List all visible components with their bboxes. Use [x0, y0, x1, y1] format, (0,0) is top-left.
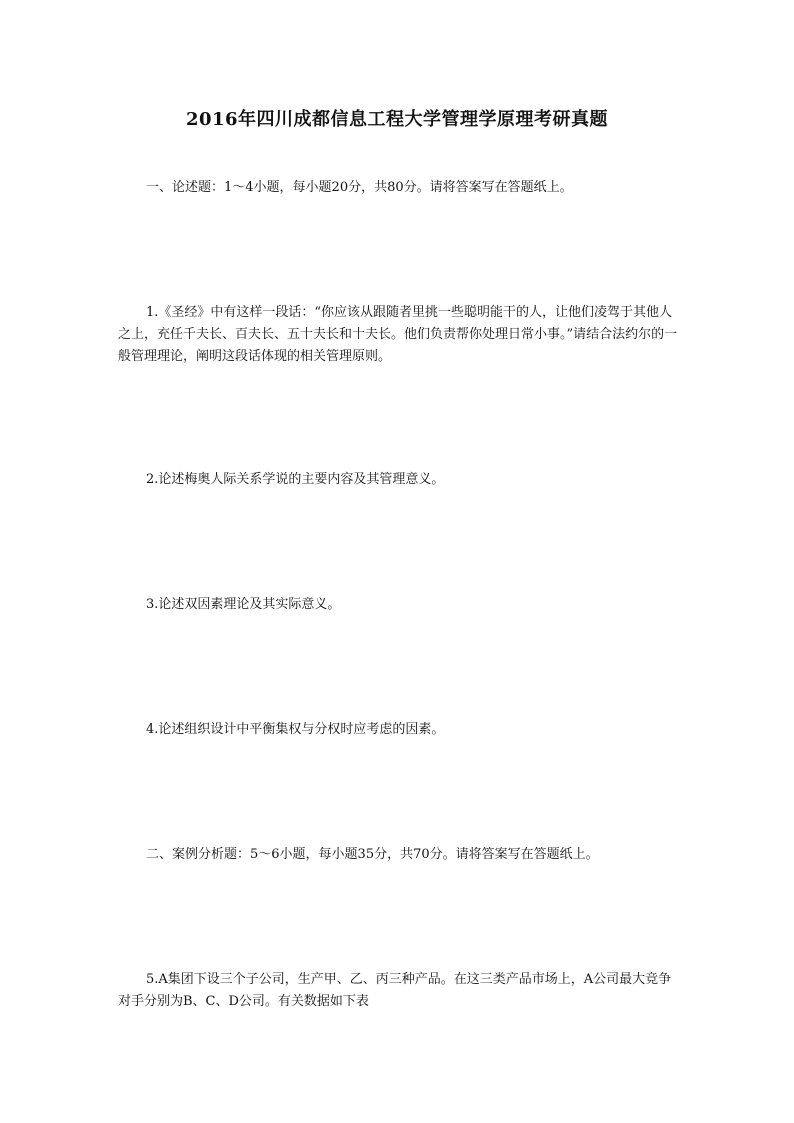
- question-5: 5.A集团下设三个子公司，生产甲、乙、丙三种产品。在这三类产品市场上，A公司最大竞争对手分别为B、C、D公司。有关数据如下表: [118, 972, 672, 1009]
- section-heading-essay: 一、论述题：1～4小题，每小题20分，共80分。请将答案写在答题纸上。: [146, 180, 573, 195]
- question-2: 2.论述梅奥人际关系学说的主要内容及其管理意义。: [146, 472, 445, 487]
- document-title: 2016年四川成都信息工程大学管理学原理考研真题: [185, 109, 609, 130]
- question-4: 4.论述组织设计中平衡集权与分权时应考虑的因素。: [146, 722, 445, 737]
- question-1: 1.《圣经》中有这样一段话：“你应该从跟随者里挑一些聪明能干的人，让他们凌驾于其他人之上，充任千夫长、百夫长、五十夫长和十夫长。他们负责帮你处理日常小事。”请结合法约尔的一般管理理论，阐明这段话体现的相关管理原则。: [118, 305, 678, 364]
- section-heading-case-analysis: 二、案例分析题：5～6小题，每小题35分，共70分。请将答案写在答题纸上。: [146, 847, 599, 862]
- question-3: 3.论述双因素理论及其实际意义。: [146, 597, 341, 612]
